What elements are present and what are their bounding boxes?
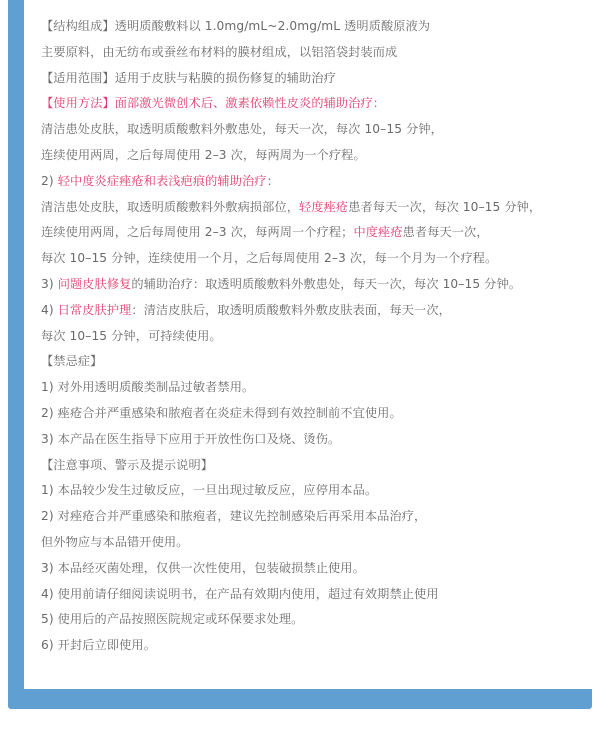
text-segment: 患者每天一次，每次 10–15 分钟，: [348, 199, 542, 214]
text-segment: 1) 对外用透明质酸类制品过敏者禁用。: [41, 380, 255, 395]
text-segment: 【结构组成】透明质酸敷料以 1.0mg/mL~2.0mg/mL 透明质酸原液为: [41, 19, 431, 33]
text-line: [41, 530, 581, 556]
text-line: [41, 453, 581, 479]
text-segment: 的辅助治疗：取透明质酸敷料外敷患处，每天一次，每次 10–15 分钟。: [131, 276, 522, 291]
text-segment: 3) 本品经灭菌处理，仅供一次性使用，包装破损禁止使用。: [41, 560, 365, 575]
text-segment: 患者每天一次，: [402, 225, 489, 240]
text-line: [41, 14, 581, 40]
text-line: [41, 91, 581, 117]
text-segment: ：: [266, 173, 279, 188]
text-line: [41, 556, 581, 582]
text-segment: 主要原料，由无纺布或蚕丝布材料的膜材组成，以铝箔袋封装而成: [41, 44, 398, 59]
text-line: [41, 582, 581, 608]
text-segment: 3): [41, 276, 58, 291]
text-segment: 2) 痤疮合并严重感染和脓疱者在炎症未得到有效控制前不宜使用。: [41, 405, 402, 420]
text-segment: 【禁忌症】: [41, 354, 103, 369]
text-segment: 5) 使用后的产品按照医院规定或环保要求处理。: [41, 612, 304, 627]
text-line: [41, 349, 581, 375]
text-line: [41, 478, 581, 504]
text-line: [41, 246, 581, 272]
highlighted-text: 日常皮肤护理: [57, 302, 132, 317]
text-segment: 4): [41, 302, 58, 317]
text-segment: 2): [41, 173, 58, 188]
text-segment: 【注意事项、警示及提示说明】: [41, 457, 214, 472]
highlighted-text: 问题皮肤修复: [57, 276, 132, 291]
text-segment: 1) 本品较少发生过敏反应，一旦出现过敏反应，应停用本品。: [41, 483, 378, 498]
text-segment: 连续使用两周，之后每周使用 2–3 次，每两周为一个疗程。: [41, 147, 366, 162]
highlighted-text: 【使用方法】面部激光微创术后、激素依赖性皮炎的辅助治疗：: [41, 96, 386, 111]
text-segment: 2) 对痤疮合并严重感染和脓疱者，建议先控制感染后再采用本品治疗，: [41, 509, 427, 524]
text-line: [41, 401, 581, 427]
text-segment: 但外物应与本品错开使用。: [41, 534, 189, 549]
text-line: [41, 169, 581, 195]
text-line: [41, 220, 581, 246]
text-line: [41, 272, 581, 298]
text-segment: 每次 10–15 分钟，连续使用一个月，之后每周使用 2–3 次，每一个月为一个疗程。: [41, 251, 498, 266]
highlighted-text: 轻度痤疮: [299, 199, 349, 214]
text-line: [41, 427, 581, 453]
text-segment: 6) 开封后立即使用。: [41, 638, 156, 653]
text-segment: 【适用范围】适用于皮肤与粘膜的损伤修复的辅助治疗: [41, 70, 336, 85]
text-segment: 4) 使用前请仔细阅读说明书，在产品有效期内使用，超过有效期禁止使用: [41, 586, 439, 601]
text-line: [41, 633, 581, 659]
text-segment: 连续使用两周，之后每周使用 2–3 次，每两周一个疗程；: [41, 225, 354, 240]
text-line: [41, 66, 581, 92]
text-segment: 清洁患处皮肤，取透明质酸敷料外敷病损部位，: [41, 199, 300, 214]
text-line: [41, 143, 581, 169]
text-line: [41, 117, 581, 143]
text-line: [41, 298, 581, 324]
text-line: [41, 375, 581, 401]
text-line: [41, 40, 581, 66]
text-segment: 每次 10–15 分钟，可持续使用。: [41, 328, 222, 343]
text-segment: ：清洁皮肤后，取透明质酸敷料外敷皮肤表面，每天一次，: [131, 302, 451, 317]
text-segment: 清洁患处皮肤，取透明质酸敷料外敷患处，每天一次，每次 10–15 分钟，: [41, 122, 443, 137]
highlighted-text: 轻中度炎症痤疮和表浅疤痕的辅助治疗: [57, 173, 267, 188]
text-line: [41, 504, 581, 530]
text-segment: 3) 本产品在医生指导下应用于开放性伤口及烧、烫伤。: [41, 431, 341, 446]
highlighted-text: 中度痤疮: [353, 225, 403, 240]
instructions-text: [41, 14, 581, 659]
text-line: [41, 324, 581, 350]
text-line: [41, 195, 581, 221]
text-line: [41, 607, 581, 633]
